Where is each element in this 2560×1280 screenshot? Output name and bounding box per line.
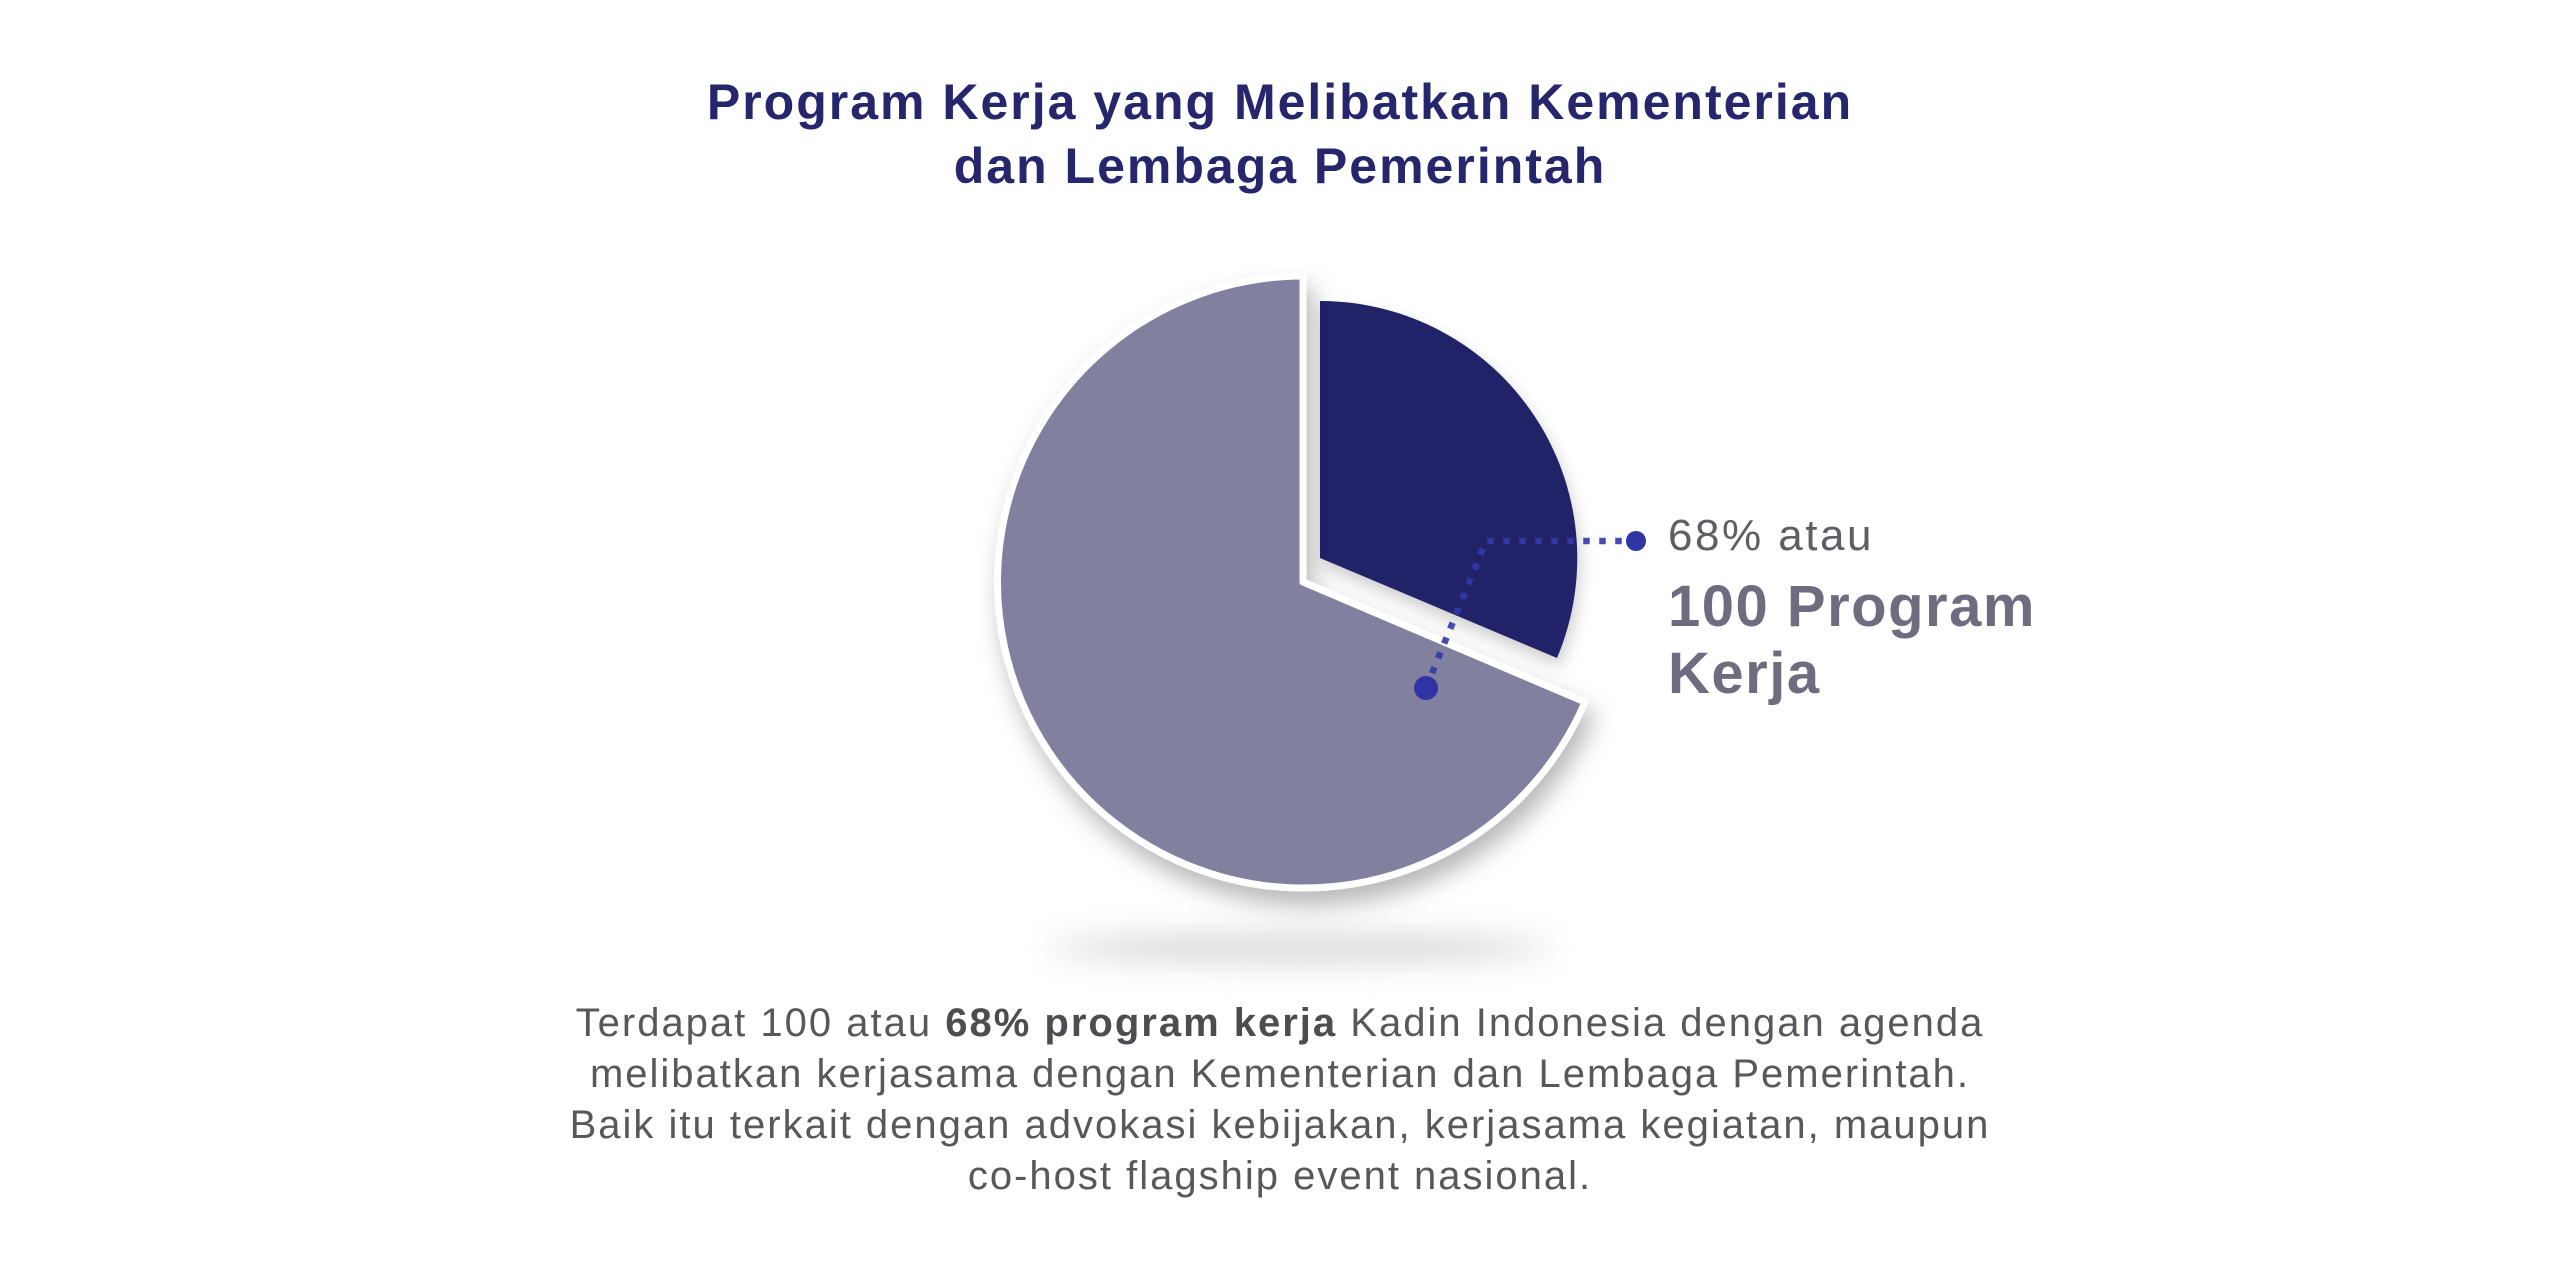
chart-title	[0, 70, 2560, 198]
description-line3: Baik itu terkait dengan advokasi kebijakan, kerjasama kegiatan, maupun	[569, 1103, 1991, 1147]
description-line1	[0, 998, 2560, 1049]
callout-anchor-dot	[1414, 676, 1438, 700]
pie-chart	[900, 230, 1800, 1020]
callout-label	[1668, 508, 2188, 707]
callout-percent-text: 68% atau	[1668, 511, 1874, 560]
description-line1-bold: 68% program kerja	[945, 1001, 1338, 1045]
callout-count-text-line1: 100 Program	[1668, 574, 2036, 639]
description-line2: melibatkan kerjasama dengan Kementerian dan Lembaga Pemerintah.	[589, 1052, 1971, 1096]
description-line4: co-host flagship event nasional.	[967, 1154, 1593, 1198]
description-paragraph	[0, 998, 2560, 1202]
chart-title-line2: dan Lembaga Pemerintah	[953, 138, 1607, 194]
pie-ground-shadow	[1050, 930, 1550, 966]
callout-count-text-line2: Kerja	[1668, 641, 1821, 706]
description-line1-pre: Terdapat 100 atau	[575, 1001, 946, 1045]
chart-title-line1: Program Kerja yang Melibatkan Kementerian	[706, 74, 1854, 130]
callout-end-dot	[1626, 531, 1646, 551]
description-line1-post: Kadin Indonesia dengan agenda	[1337, 1001, 1985, 1045]
